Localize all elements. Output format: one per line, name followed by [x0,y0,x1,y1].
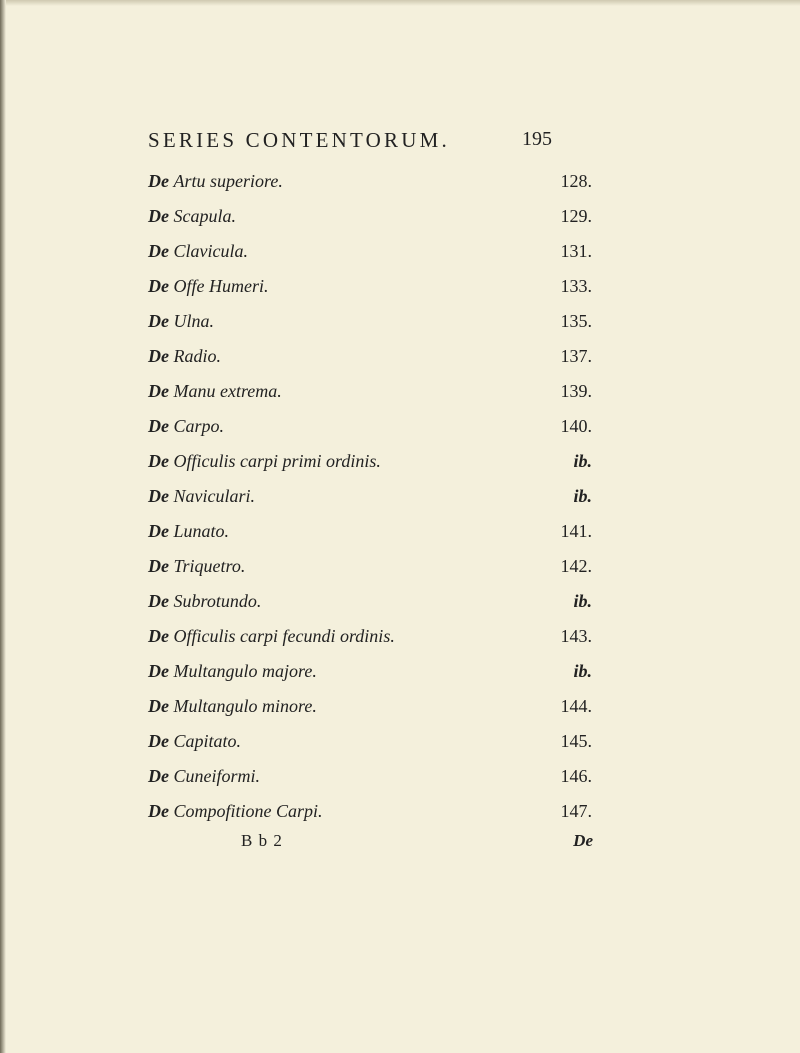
entry-prefix: De [148,626,169,646]
toc-entry [0,556,800,580]
toc-entry [0,521,800,545]
entry-prefix: De [148,591,169,611]
entry-title: Offe Humeri. [173,276,269,296]
entry-page: 140. [560,416,592,436]
entry-prefix: De [148,731,169,751]
entry-prefix: De [148,416,169,436]
entry-page: 145. [560,731,592,751]
entry-prefix: De [148,276,169,296]
entry-title: Ulna. [173,311,214,331]
entry-page: 142. [560,556,592,576]
entry-title: Naviculari. [173,486,255,506]
toc-entry [0,486,800,510]
toc-entry [0,206,800,230]
entry-title: Officulis carpi fecundi ordinis. [173,626,395,646]
entry-prefix: De [148,661,169,681]
entry-page: ib. [573,451,592,471]
entry-prefix: De [148,451,169,471]
entry-prefix: De [148,241,169,261]
entry-title: Radio. [173,346,221,366]
entry-page: 146. [560,766,592,786]
toc-entry [0,591,800,615]
toc-entry [0,801,800,825]
toc-entry [0,766,800,790]
entry-prefix: De [148,801,169,821]
entry-title: Artu superiore. [173,171,283,191]
entry-page: 133. [560,276,592,296]
page-number: 195 [522,128,552,150]
entry-page: 129. [560,206,592,226]
toc-entry [0,626,800,650]
toc-entry [0,381,800,405]
toc-entry [0,661,800,685]
entry-page: 141. [560,521,592,541]
entry-prefix: De [148,171,169,191]
entry-title: Subrotundo. [173,591,262,611]
entry-prefix: De [148,486,169,506]
entry-title: Cuneiformi. [173,766,261,786]
header-title: SERIES CONTENTORUM. [148,128,450,152]
entry-prefix: De [148,311,169,331]
entry-page: ib. [573,486,592,506]
entry-title: Lunato. [173,521,230,541]
entry-title: Officulis carpi primi ordinis. [173,451,381,471]
entry-prefix: De [148,521,169,541]
entry-page: 137. [560,346,592,366]
entry-prefix: De [148,206,169,226]
toc-entry [0,451,800,475]
entry-prefix: De [148,766,169,786]
entry-page: 147. [560,801,592,821]
entry-page: 135. [560,311,592,331]
toc-entry [0,696,800,720]
entry-title: Clavicula. [173,241,248,261]
entry-page: 139. [560,381,592,401]
toc-entry [0,731,800,755]
entry-title: Triquetro. [173,556,246,576]
signature-mark: B b 2 [241,831,283,850]
entry-title: Multangulo majore. [173,661,317,681]
entry-prefix: De [148,381,169,401]
toc-entry [0,171,800,195]
entry-page: 143. [560,626,592,646]
entry-title: Carpo. [173,416,225,436]
entry-page: ib. [573,591,592,611]
entry-page: 144. [560,696,592,716]
entry-prefix: De [148,556,169,576]
entry-prefix: De [148,346,169,366]
entry-title: Multangulo minore. [173,696,317,716]
entry-title: Scapula. [173,206,236,226]
entry-title: Manu extrema. [173,381,282,401]
toc-entry [0,416,800,440]
entry-page: 128. [560,171,592,191]
toc-entry [0,241,800,265]
entry-prefix: De [148,696,169,716]
entry-title: Capitato. [173,731,242,751]
entry-title: Compofitione Carpi. [173,801,323,821]
toc-entry [0,276,800,300]
toc-entry [0,346,800,370]
entry-page: ib. [573,661,592,681]
catchword: De [573,831,593,850]
entry-page: 131. [560,241,592,261]
toc-entry [0,311,800,335]
